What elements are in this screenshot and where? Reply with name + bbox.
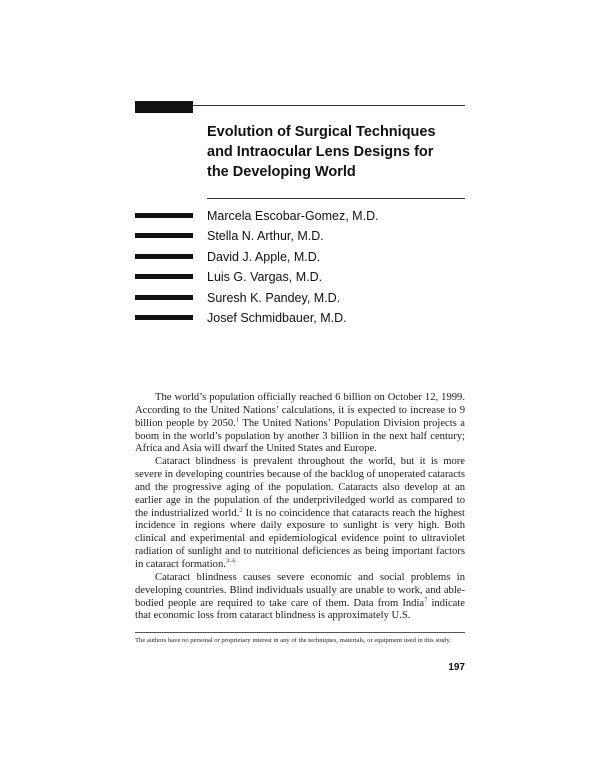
author-bar <box>135 315 193 320</box>
chapter-title-line: the Developing World <box>207 164 356 180</box>
chapter-title-line: and Intraocular Lens Designs for <box>207 144 434 160</box>
footnote: The authors have no personal or proprietary interest in any of the techniques, materials, or equipment used in this study. <box>135 637 451 644</box>
author-bar <box>135 295 193 300</box>
page-number: 197 <box>448 662 465 673</box>
footnote-rule <box>135 632 465 633</box>
author-name: Josef Schmidbauer, M.D. <box>207 310 347 325</box>
title-divider-rule <box>207 198 465 199</box>
author-name: Marcela Escobar-Gomez, M.D. <box>207 209 379 223</box>
chapter-title-line: Evolution of Surgical Techniques <box>207 124 436 140</box>
citation-superscript: 2 <box>239 506 243 514</box>
chapter-header-rule <box>193 105 465 106</box>
author-bar <box>135 213 193 218</box>
body-paragraph: Cataract blindness is prevalent throughout the world, but it is more severe in developing countries because of the backlog of unoperated cataracts and the progressive aging of the population. Cataracts also develop at an earlier age in the population of the underpriviledged world as compared to the industrialized world.$^2$ It is no coincidence that cataracts reach the highest incidence in regions where daily exposure to sunlight is very high. Both clinical and experimental and epidemiological evidence point to ultraviolet radiation of sunlight and to nutritional deficiences as being important factors in cataract formation.$^{3-6}$ <box>135 456 466 570</box>
body-paragraph: Cataract blindness causes severe economic and social problems in developing countries. Blind individuals usually are unable to work, and able-bodied people are required to take care of them. Data from India$^7$ indicate that economic loss from cataract blindness is approximately U.S. <box>135 571 465 622</box>
body-text <box>135 392 465 623</box>
author-bar <box>135 254 193 259</box>
body-paragraph: The world’s population officially reached 6 billion on October 12, 1999. According to the United Nations’ calculations, it is expected to increase to 9 billion people by 2050.$^1$ The United Nations’ Population Division projects a boom in the world’s population by another 3 billion in the next half century; Africa and Asia will dwarf the United States and Europe. <box>135 392 465 455</box>
citation-superscript: 3–6 <box>225 557 236 565</box>
author-bar <box>135 274 193 279</box>
chapter-header-block <box>135 101 193 113</box>
author-name: David J. Apple, M.D. <box>207 249 321 264</box>
citation-superscript: 1 <box>235 416 240 424</box>
chapter-title <box>207 122 477 182</box>
author-name: Stella N. Arthur, M.D. <box>207 229 324 244</box>
author-name: Luis G. Vargas, M.D. <box>207 270 323 285</box>
author-bar <box>135 233 193 238</box>
author-name: Suresh K. Pandey, M.D. <box>207 290 341 305</box>
citation-superscript: 7 <box>424 595 428 603</box>
